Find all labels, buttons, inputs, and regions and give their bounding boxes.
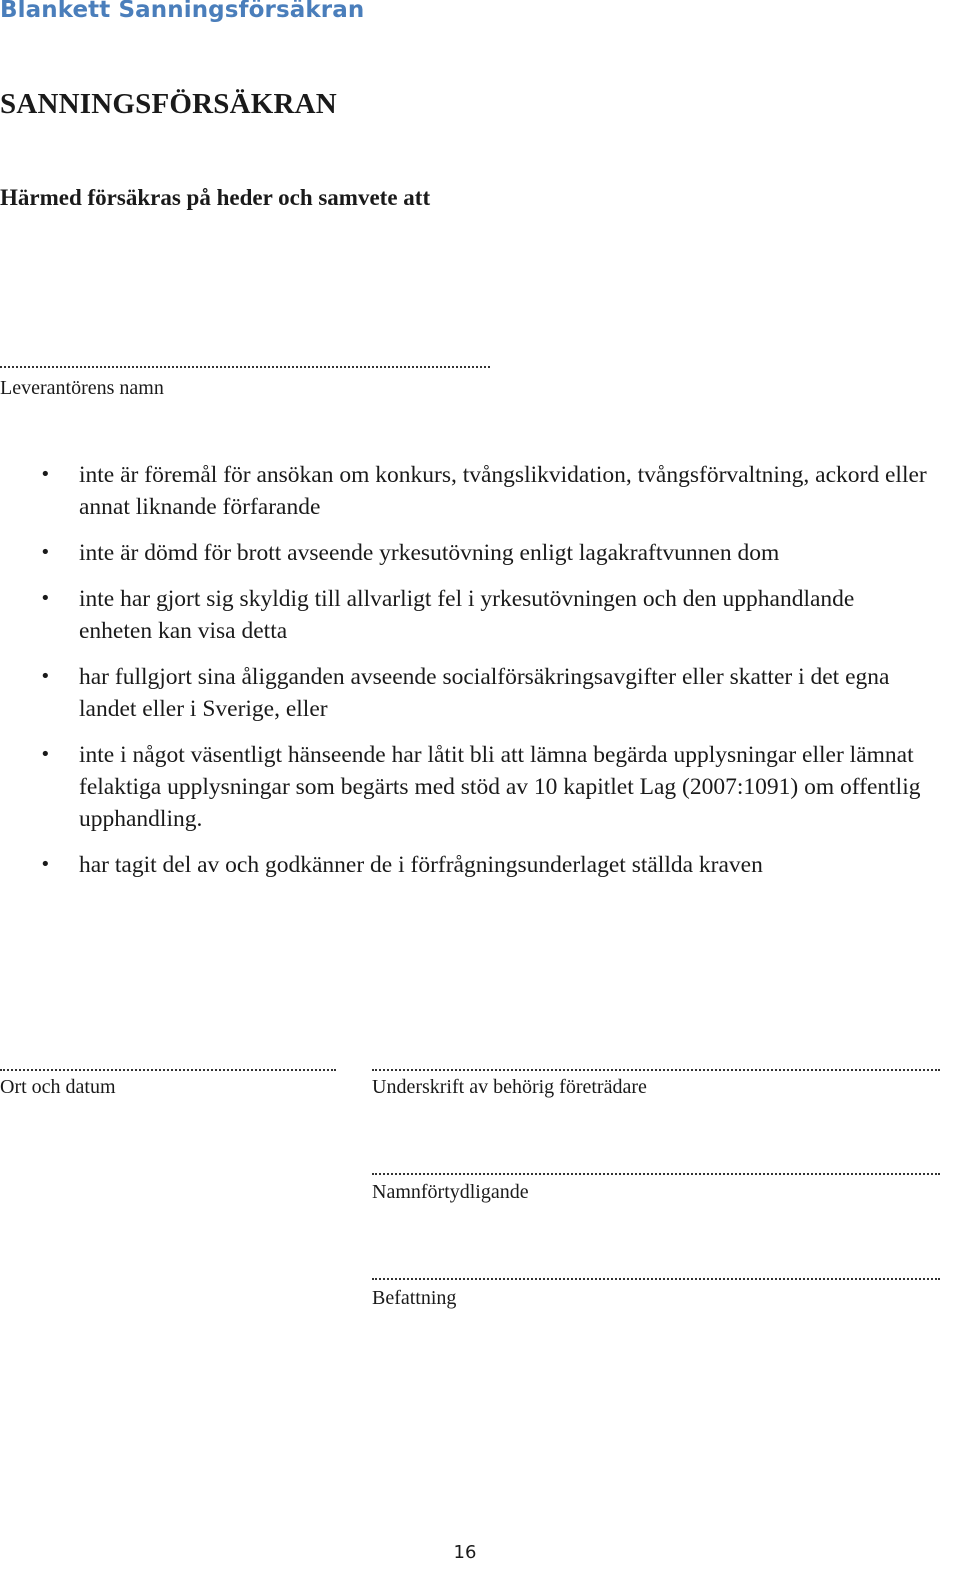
name-clarification-field[interactable] [372, 1173, 940, 1175]
bullet-icon: • [40, 744, 51, 765]
name-clarification-label: Namnförtydligande [372, 1181, 529, 1203]
bullet-icon: • [40, 464, 51, 485]
list-item-text: har tagit del av och godkänner de i förfrågningsunderlaget ställda kraven [79, 852, 763, 878]
list-item [0, 739, 930, 835]
list-item [0, 849, 930, 881]
signature-field[interactable] [372, 1069, 940, 1071]
supplier-name-label: Leverantörens namn [0, 377, 164, 399]
list-item [0, 661, 930, 725]
document-title: SANNINGSFÖRSÄKRAN [0, 88, 337, 120]
place-date-label: Ort och datum [0, 1076, 116, 1098]
bullet-icon: • [40, 666, 51, 687]
page-number: 16 [453, 1542, 477, 1563]
bullet-icon: • [40, 588, 51, 609]
list-item-text: inte i något väsentligt hänseende har låtit bli att lämna begärda upplysningar eller lämnat felaktiga upplysningar som begärts med stöd av 10 kapitlet Lag (2007:1091) om offentlig upphandling. [79, 742, 921, 832]
list-item [0, 537, 930, 569]
list-item [0, 583, 930, 647]
declaration-list [0, 459, 930, 895]
header-title: Blankett Sanningsförsäkran [0, 0, 365, 23]
bullet-icon: • [40, 854, 51, 875]
list-item-text: har fullgjort sina åligganden avseende socialförsäkringsavgifter eller skatter i det egna landet eller i Sverige, eller [79, 664, 890, 722]
supplier-name-field[interactable] [0, 366, 490, 368]
place-date-field[interactable] [0, 1069, 336, 1071]
signature-label: Underskrift av behörig företrädare [372, 1076, 647, 1098]
position-label: Befattning [372, 1287, 457, 1309]
intro-statement: Härmed försäkras på heder och samvete att [0, 185, 431, 210]
list-item-text: inte har gjort sig skyldig till allvarligt fel i yrkesutövningen och den upphandlande enheten kan visa detta [79, 586, 855, 644]
bullet-icon: • [40, 542, 51, 563]
list-item-text: inte är föremål för ansökan om konkurs, tvångslikvidation, tvångsförvaltning, ackord eller annat liknande förfarande [79, 462, 927, 520]
position-field[interactable] [372, 1278, 940, 1280]
list-item-text: inte är dömd för brott avseende yrkesutövning enligt lagakraftvunnen dom [79, 540, 780, 566]
list-item [0, 459, 930, 523]
